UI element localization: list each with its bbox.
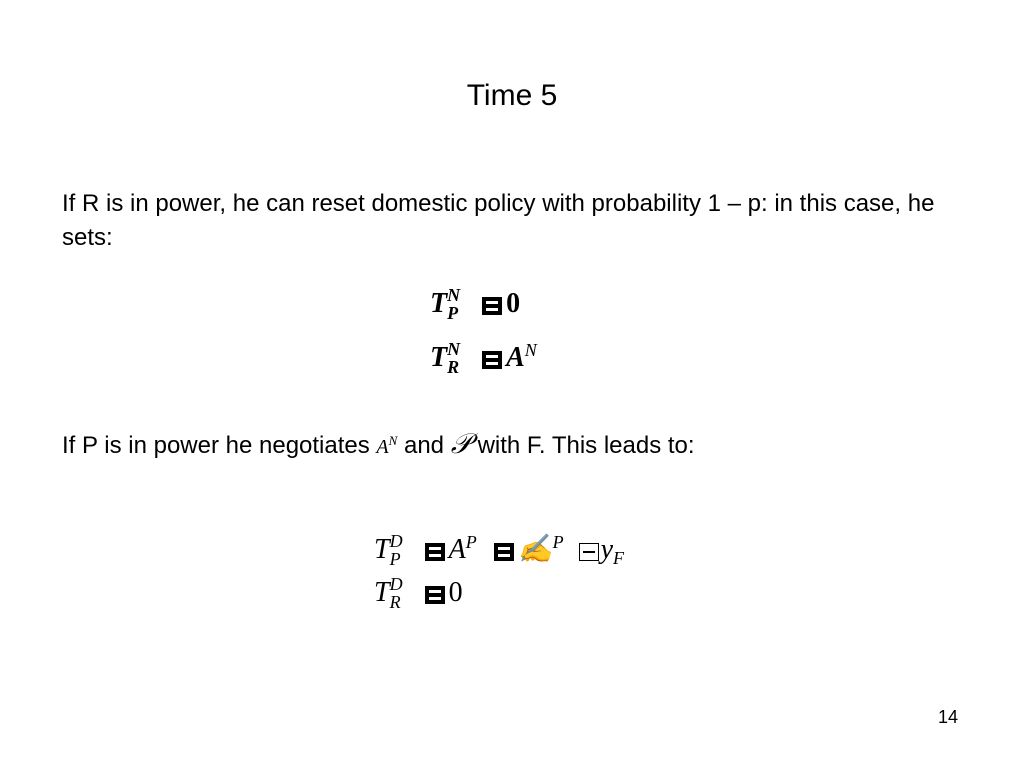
eq4-lhs: T bbox=[374, 577, 390, 608]
paragraph-p-in-power bbox=[62, 424, 962, 464]
eq2-indices bbox=[447, 338, 465, 378]
equals-symbol bbox=[482, 351, 502, 369]
eq3-rhs1-sup: P bbox=[465, 532, 477, 552]
eq1-sup: N bbox=[447, 284, 461, 305]
eq4-sub: R bbox=[389, 591, 401, 612]
equals-symbol bbox=[425, 543, 445, 561]
equals-symbol bbox=[494, 543, 514, 561]
equals-symbol bbox=[425, 586, 445, 604]
eq3-rhs2: ✍ bbox=[517, 534, 553, 565]
eq3-rhs3-sub: F bbox=[613, 548, 624, 568]
para2-mid: and bbox=[397, 432, 451, 459]
eq2-rhs: A bbox=[506, 342, 525, 373]
slide-title: Time 5 bbox=[466, 79, 558, 112]
equation-tpd bbox=[374, 524, 624, 576]
eq3-rhs1: A bbox=[448, 534, 466, 565]
eq3-sub: P bbox=[389, 548, 401, 569]
eq3-indices bbox=[389, 530, 408, 570]
para2-prefix: If P is in power he negotiates bbox=[62, 432, 377, 459]
eq1-rhs: 0 bbox=[506, 288, 521, 319]
para2-var-a-sup: N bbox=[388, 433, 398, 448]
eq2-lhs: T bbox=[430, 342, 448, 373]
equation-tpn bbox=[430, 286, 520, 324]
para2-suffix: with F. This leads to: bbox=[470, 432, 695, 459]
equals-symbol bbox=[482, 297, 502, 315]
eq2-sub: R bbox=[447, 356, 460, 377]
eq2-rhs-sup: N bbox=[524, 340, 537, 360]
minus-symbol bbox=[579, 543, 599, 561]
eq1-indices bbox=[447, 284, 465, 324]
eq3-lhs: T bbox=[374, 534, 390, 565]
eq1-sub: P bbox=[447, 302, 459, 323]
eq4-rhs: 0 bbox=[448, 577, 463, 608]
eq1-lhs: T bbox=[430, 288, 448, 319]
eq4-indices bbox=[389, 573, 408, 613]
equation-trn bbox=[430, 332, 537, 378]
eq3-rhs3: y bbox=[600, 534, 613, 565]
eq2-sup: N bbox=[447, 338, 461, 359]
page-number: 14 bbox=[938, 707, 959, 727]
eq4-sup: D bbox=[389, 573, 403, 594]
eq3-rhs2-sup: P bbox=[552, 532, 564, 552]
para2-var-a: A bbox=[376, 436, 389, 458]
paragraph-r-in-power: If R is in power, he can reset domestic policy with probability 1 – p: in this case, he sets: bbox=[62, 190, 935, 251]
eq3-sup: D bbox=[389, 530, 403, 551]
para2-var-script-p: 𝒫 bbox=[450, 429, 471, 460]
equation-trd bbox=[374, 575, 463, 613]
